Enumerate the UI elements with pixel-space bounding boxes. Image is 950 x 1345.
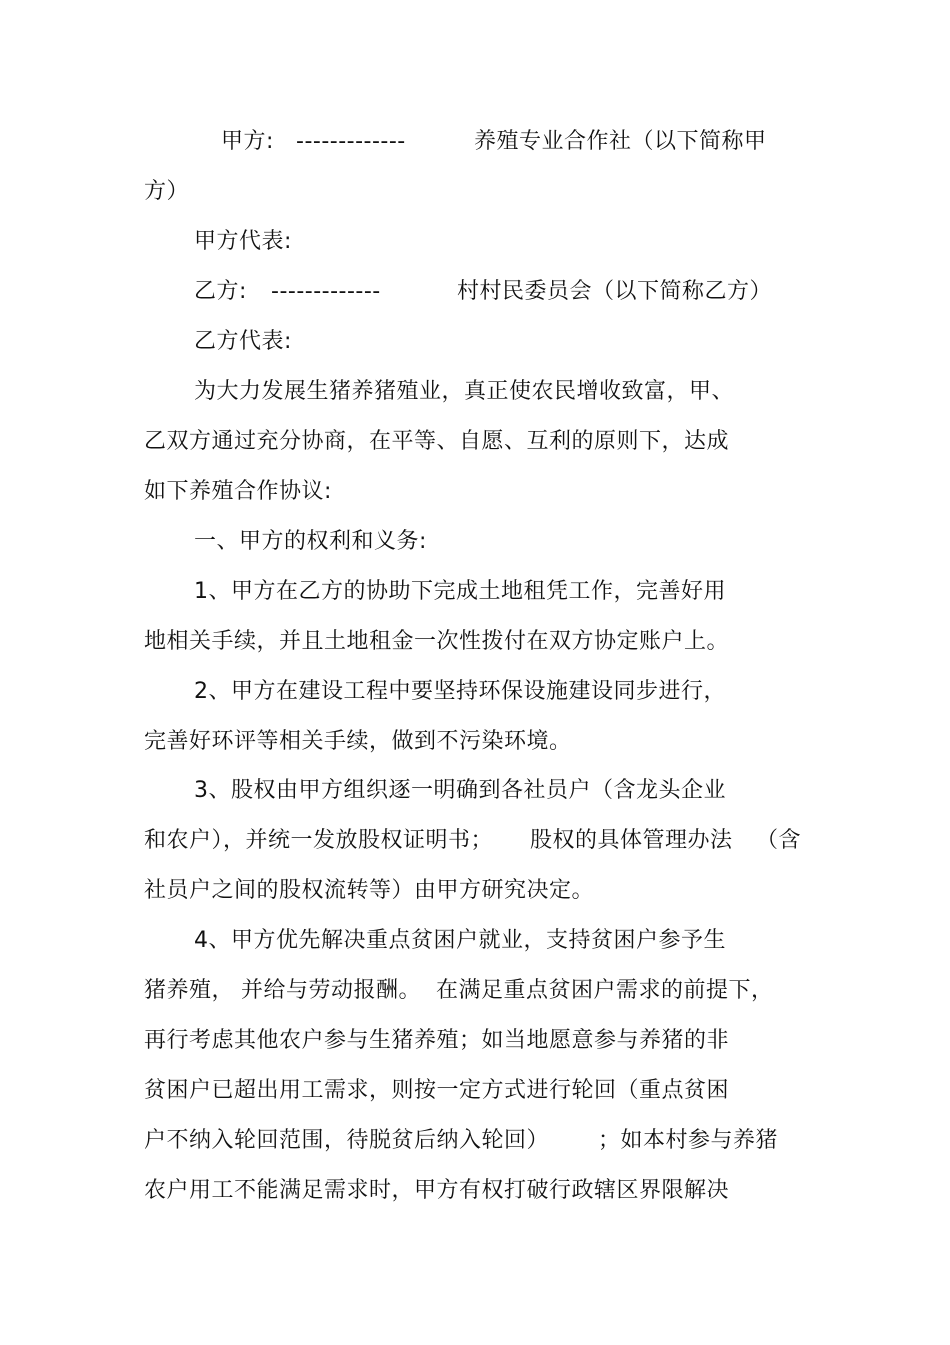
item-4-line-3: 再行考虑其他农户参与生猪养殖；如当地愿意参与养猪的非: [144, 1028, 730, 1053]
party-b-label: 乙方:: [194, 279, 247, 304]
item-2-line-2: 完善好环评等相关手续，做到不污染环境。: [144, 729, 572, 754]
party-b-representative: 乙方代表:: [194, 329, 292, 354]
item-2-line-1: 2、甲方在建设工程中要坚持环保设施建设同步进行，: [194, 679, 726, 704]
party-b-name: 村村民委员会（以下简称乙方）: [457, 279, 773, 304]
item-1-line-2: 地相关手续，并且土地租金一次性拨付在双方协定账户上。: [144, 629, 730, 654]
party-a-representative: 甲方代表:: [194, 229, 292, 254]
party-b-blank: -------------: [271, 279, 381, 304]
party-a-name: 养殖专业合作社（以下简称甲: [474, 129, 767, 154]
item-3-line-2a: 和农户），并统一发放股权证明书；: [144, 828, 494, 853]
item-3-line-1: 3、股权由甲方组织逐一明确到各社员户（含龙头企业: [194, 778, 726, 803]
party-a-name-continued: 方）: [144, 179, 190, 204]
party-a-label: 甲方:: [221, 129, 274, 154]
item-4-line-5a: 户不纳入轮回范围，待脱贫后纳入轮回）: [144, 1128, 550, 1153]
party-a-blank: -------------: [296, 129, 406, 154]
section-1-title: 一、甲方的权利和义务:: [194, 529, 427, 554]
item-4-line-4: 贫困户已超出用工需求，则按一定方式进行轮回（重点贫困: [144, 1078, 730, 1103]
item-4-line-6: 农户用工不能满足需求时，甲方有权打破行政辖区界限解决: [144, 1178, 730, 1203]
item-3-line-3: 社员户之间的股权流转等）由甲方研究决定。: [144, 878, 595, 903]
intro-line-2: 乙双方通过充分协商，在平等、自愿、互利的原则下，达成: [144, 429, 730, 454]
item-3-line-2c: （含: [756, 828, 802, 853]
item-4-line-5b: ；如本村参与养猪: [598, 1128, 779, 1153]
intro-line-3: 如下养殖合作协议:: [144, 479, 332, 504]
item-4-line-2a: 猪养殖，: [144, 978, 235, 1003]
item-4-line-1: 4、甲方优先解决重点贫困户就业，支持贫困户参予生: [194, 928, 726, 953]
item-4-line-2b: 并给与劳动报酬。: [241, 978, 422, 1003]
item-1-line-1: 1、甲方在乙方的协助下完成土地租凭工作，完善好用: [194, 579, 726, 604]
item-3-line-2b: 股权的具体管理办法: [530, 828, 733, 853]
intro-line-1: 为大力发展生猪养猪殖业，真正使农民增收致富，甲、: [194, 379, 735, 404]
item-4-line-2c: 在满足重点贫困户需求的前提下，: [436, 978, 774, 1003]
